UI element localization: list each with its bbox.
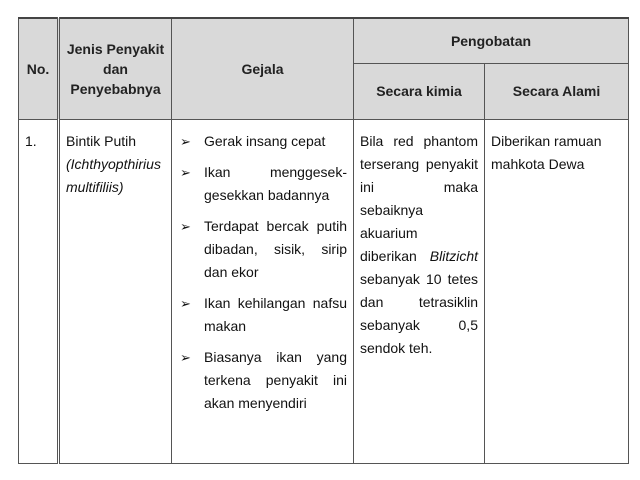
pathogen-text: Ichthyopthirius multifiliis xyxy=(66,155,161,195)
symptom-text: Terdapat bercak putih dibadan, sisik, sirip dan ekor xyxy=(204,217,347,280)
symptom-text: Ikan menggesek-gesekkan badannya xyxy=(204,163,347,203)
header-pengobatan: Pengobatan xyxy=(354,18,629,63)
list-item xyxy=(178,130,347,153)
symptom-text: Gerak insang cepat xyxy=(204,132,326,149)
cell-no: 1. xyxy=(19,119,59,464)
cell-kimia xyxy=(354,119,485,464)
arrow-bullet-icon: ➢ xyxy=(180,164,191,180)
list-item xyxy=(178,215,347,284)
cell-jenis xyxy=(59,119,172,464)
disease-table xyxy=(18,17,629,464)
arrow-bullet-icon: ➢ xyxy=(180,218,191,234)
symptom-text: Ikan kehilangan nafsu makan xyxy=(204,294,347,334)
symptom-list xyxy=(178,130,347,415)
header-gejala: Gejala xyxy=(172,18,354,119)
pathogen-name: (Ichthyopthirius multifiliis) xyxy=(66,155,161,195)
arrow-bullet-icon: ➢ xyxy=(180,295,191,311)
table-row xyxy=(19,119,629,464)
cell-alami: Diberikan ramuan mahkota Dewa xyxy=(485,119,629,464)
kimia-text-1: Bila red phantom terserang penyakit ini maka sebaiknya akuarium diberikan xyxy=(360,132,478,264)
arrow-bullet-icon: ➢ xyxy=(180,133,191,149)
header-secara-alami: Secara Alami xyxy=(485,63,629,119)
header-jenis: Jenis Penyakit dan Penyebabnya xyxy=(59,18,172,119)
header-no: No. xyxy=(19,18,59,119)
kimia-drug-name: Blitzicht xyxy=(429,247,478,264)
arrow-bullet-icon: ➢ xyxy=(180,349,191,365)
symptom-text: Biasanya ikan yang terkena penyakit ini akan menyendiri xyxy=(204,348,347,411)
list-item xyxy=(178,292,347,338)
list-item xyxy=(178,346,347,415)
kimia-text-2: sebanyak 10 tetes dan tetrasiklin sebanyak 0,5 sendok teh. xyxy=(360,270,478,356)
list-item xyxy=(178,161,347,207)
cell-gejala xyxy=(172,119,354,464)
header-secara-kimia: Secara kimia xyxy=(354,63,485,119)
disease-name: Bintik Putih xyxy=(66,132,137,149)
